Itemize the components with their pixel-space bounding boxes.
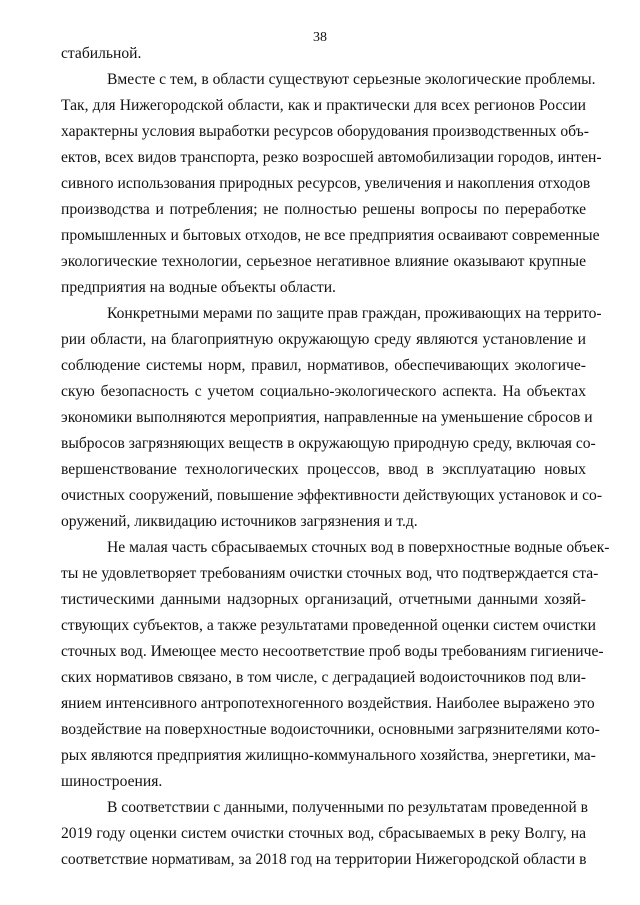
page-number: 38 [313, 30, 327, 45]
text-line: ствующих субъектов, а также результатами проведенной оценки систем очистки [61, 617, 596, 634]
text-line: Вместе с тем, в области существуют серьезные экологические проблемы. [107, 71, 596, 88]
text-line: В соответствии с данными, полученными по результатам проведенной в [107, 799, 588, 816]
text-line: рых являются предприятия жилищно-коммунального хозяйства, энергетики, ма- [61, 747, 596, 764]
text-line: скую безопасность с учетом социально-экологического аспекта. На объектах [61, 383, 586, 400]
text-line: характерны условия выработки ресурсов оборудования производственных объ- [61, 123, 589, 140]
text-line: стабильной. [61, 45, 142, 62]
text-line: экономики выполняются мероприятия, направленные на уменьшение сбросов и [61, 409, 593, 426]
text-line: экологические технологии, серьезное негативное влияние оказывают крупные [61, 253, 586, 270]
text-line: производства и потребления; не полностью решены вопросы по переработке [61, 201, 586, 218]
text-line: шиностроения. [61, 773, 163, 790]
text-line: выбросов загрязняющих веществ в окружающую природную среду, включая со- [61, 435, 596, 452]
text-line: промышленных и бытовых отходов, не все предприятия осваивают современные [61, 227, 600, 244]
text-line: ектов, всех видов транспорта, резко возросшей автомобилизации городов, интен- [61, 149, 602, 166]
text-line: 2019 году оценки систем очистки сточных вод, сбрасываемых в реку Волгу, на [61, 825, 586, 842]
text-line: сточных вод. Имеющее место несоответствие проб воды требованиям гигиениче- [61, 643, 604, 660]
text-line: Так, для Нижегородской области, как и практически для всех регионов России [61, 97, 586, 114]
text-line: янием интенсивного антропотехногенного воздействия. Наиболее выражено это [61, 695, 595, 712]
text-line: соответствие нормативам, за 2018 год на территории Нижегородской области в [61, 851, 587, 868]
text-line: Не малая часть сбрасываемых сточных вод в поверхностные водные объек- [107, 539, 610, 556]
text-line: предприятия на водные объекты области. [61, 279, 336, 296]
text-line: ских нормативов связано, в том числе, с деградацией водоисточников под вли- [61, 669, 586, 686]
text-line: сивного использования природных ресурсов, увеличения и накопления отходов [61, 175, 591, 192]
text-line: ты не удовлетворяет требованиям очистки сточных вод, что подтверждается ста- [61, 565, 599, 582]
text-line: соблюдение системы норм, правил, нормативов, обеспечивающих экологиче- [61, 357, 586, 374]
text-line: Конкретными мерами по защите прав граждан, проживающих на террито- [107, 305, 602, 322]
text-line: вершенствование технологических процессов, ввод в эксплуатацию новых [61, 461, 586, 478]
text-line: оружений, ликвидацию источников загрязнения и т.д. [61, 513, 418, 530]
text-line: тистическими данными надзорных организаций, отчетными данными хозяй- [61, 591, 586, 608]
text-line: очистных сооружений, повышение эффективности действующих установок и со- [61, 487, 603, 504]
text-line: воздействие на поверхностные водоисточники, основными загрязнителями кото- [61, 721, 600, 738]
text-line: рии области, на благоприятную окружающую среду являются установление и [61, 331, 586, 348]
